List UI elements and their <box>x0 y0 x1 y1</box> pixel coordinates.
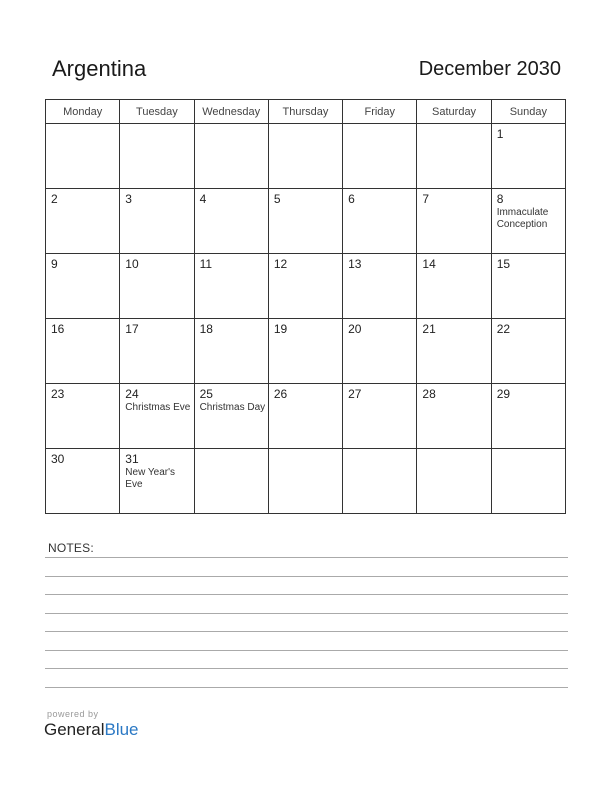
week-row <box>46 319 566 384</box>
day-cell <box>417 124 491 189</box>
day-cell <box>491 124 565 189</box>
day-number: 6 <box>348 192 355 206</box>
day-cell <box>46 449 120 514</box>
calendar-grid <box>45 99 566 514</box>
day-cell <box>343 189 417 254</box>
day-cell <box>491 384 565 449</box>
day-cell <box>46 319 120 384</box>
holiday-label: Christmas Eve <box>125 402 191 413</box>
week-row <box>46 254 566 319</box>
day-number: 20 <box>348 322 362 336</box>
weekday-monday: Monday <box>46 100 120 124</box>
day-cell <box>491 254 565 319</box>
day-cell <box>46 254 120 319</box>
day-cell <box>120 449 194 514</box>
day-cell <box>417 189 491 254</box>
notes-label: NOTES: <box>48 541 94 555</box>
weekday-friday: Friday <box>343 100 417 124</box>
day-number: 22 <box>496 322 511 336</box>
day-number: 10 <box>125 257 139 271</box>
day-cell <box>417 319 491 384</box>
day-number: 28 <box>422 387 436 401</box>
day-cell <box>120 124 194 189</box>
day-number: 3 <box>125 192 132 206</box>
brand-logo <box>44 720 139 740</box>
weekday-thursday: Thursday <box>268 100 342 124</box>
day-cell <box>491 319 565 384</box>
brand-footer <box>44 709 139 740</box>
day-cell <box>194 449 268 514</box>
day-cell <box>120 319 194 384</box>
day-cell <box>491 189 565 254</box>
weekday-header-row <box>46 100 566 124</box>
day-number: 27 <box>348 387 362 401</box>
note-line <box>45 668 568 669</box>
day-number: 11 <box>199 257 213 271</box>
day-cell <box>417 449 491 514</box>
day-cell <box>268 449 342 514</box>
day-number: 8 <box>496 192 504 206</box>
day-number: 21 <box>422 322 436 336</box>
day-cell <box>343 319 417 384</box>
day-number: 4 <box>199 192 207 206</box>
day-cell <box>268 384 342 449</box>
day-cell <box>343 124 417 189</box>
day-number: 23 <box>51 387 65 401</box>
weekday-saturday: Saturday <box>417 100 491 124</box>
day-number: 19 <box>273 322 288 336</box>
day-number: 26 <box>273 387 288 401</box>
note-line <box>45 594 568 595</box>
day-cell <box>343 254 417 319</box>
holiday-label: New Year's Eve <box>125 467 175 490</box>
day-number: 16 <box>51 322 65 336</box>
day-cell <box>120 254 194 319</box>
day-number: 18 <box>199 322 213 336</box>
day-cell <box>268 189 342 254</box>
day-number: 14 <box>422 257 436 271</box>
country-title: Argentina <box>52 56 147 81</box>
day-cell <box>46 384 120 449</box>
weekday-wednesday: Wednesday <box>194 100 268 124</box>
note-line <box>45 650 568 651</box>
brand-blue: Blue <box>104 720 139 739</box>
day-number: 31 <box>125 452 139 466</box>
day-number: 1 <box>496 127 504 141</box>
day-number: 25 <box>199 387 213 401</box>
day-number: 5 <box>273 192 281 206</box>
day-number: 17 <box>125 322 139 336</box>
day-number: 7 <box>422 192 430 206</box>
day-cell <box>194 189 268 254</box>
day-number: 30 <box>51 452 65 466</box>
day-number: 24 <box>125 387 139 401</box>
brand-general: General <box>44 720 105 739</box>
day-cell <box>194 319 268 384</box>
day-cell <box>120 189 194 254</box>
weekday-sunday: Sunday <box>491 100 565 124</box>
note-line <box>45 687 568 688</box>
day-cell <box>343 449 417 514</box>
week-row <box>46 189 566 254</box>
week-row <box>46 449 566 514</box>
note-line <box>45 576 568 577</box>
day-cell <box>120 384 194 449</box>
holiday-label: Christmas Day <box>199 402 266 413</box>
day-number: 12 <box>273 257 288 271</box>
day-cell <box>46 189 120 254</box>
day-cell <box>194 254 268 319</box>
day-cell <box>268 124 342 189</box>
day-cell <box>343 384 417 449</box>
day-cell <box>194 384 268 449</box>
week-row <box>46 124 566 189</box>
powered-by-text: powered by <box>47 709 99 719</box>
note-line <box>45 613 568 614</box>
calendar-body <box>46 124 566 514</box>
note-line <box>45 631 568 632</box>
day-number: 29 <box>496 387 511 401</box>
day-cell <box>268 254 342 319</box>
week-row <box>46 384 566 449</box>
day-cell <box>46 124 120 189</box>
day-number: 9 <box>51 257 58 271</box>
weekday-tuesday: Tuesday <box>120 100 194 124</box>
note-line <box>45 557 568 558</box>
day-cell <box>417 384 491 449</box>
month-year-title: December 2030 <box>418 58 561 80</box>
day-cell <box>417 254 491 319</box>
day-number: 2 <box>51 192 58 206</box>
day-number: 15 <box>496 257 511 271</box>
day-cell <box>268 319 342 384</box>
day-number: 13 <box>348 257 362 271</box>
day-cell <box>491 449 565 514</box>
day-cell <box>194 124 268 189</box>
holiday-label: Immaculate Conception <box>496 207 549 230</box>
